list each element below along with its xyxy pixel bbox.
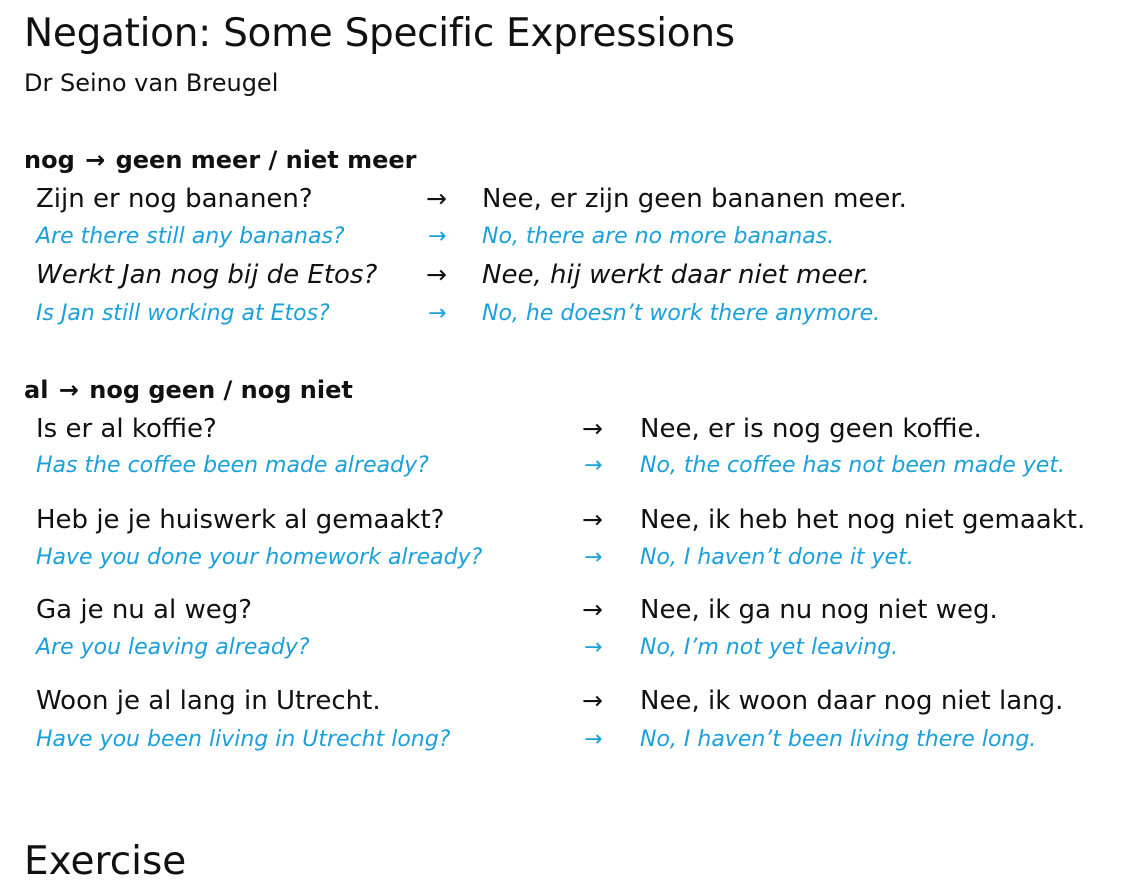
- dutch-answer: Nee, ik ga nu nog niet weg.: [640, 595, 998, 625]
- arrow-icon: →: [584, 453, 603, 478]
- dutch-question: Zijn er nog bananen?: [36, 184, 313, 214]
- english-answer: No, I haven’t been living there long.: [640, 727, 1037, 752]
- heading-from: nog: [24, 146, 75, 174]
- dutch-question: Ga je nu al weg?: [36, 595, 253, 625]
- dutch-answer: Nee, er zijn geen bananen meer.: [482, 184, 907, 214]
- arrow-icon: →: [428, 224, 447, 249]
- english-question: Have you been living in Utrecht long?: [36, 727, 451, 752]
- section-heading-nog: [24, 143, 416, 177]
- section-heading-al: [24, 373, 353, 407]
- arrow-icon: →: [58, 376, 79, 404]
- english-answer: No, I’m not yet leaving.: [640, 635, 899, 660]
- english-question: Have you done your homework already?: [36, 545, 483, 570]
- english-question: Has the coffee been made already?: [36, 453, 429, 478]
- english-answer: No, there are no more bananas.: [482, 224, 835, 249]
- english-answer: No, I haven’t done it yet.: [640, 545, 914, 570]
- dutch-answer: Nee, ik woon daar nog niet lang.: [640, 686, 1064, 716]
- heading-to: nog geen / nog niet: [89, 376, 353, 404]
- author-line: Dr Seino van Breugel: [24, 69, 279, 97]
- dutch-question: Woon je al lang in Utrecht.: [36, 686, 381, 716]
- page-title: Negation: Some Specific Expressions: [24, 11, 735, 56]
- english-question: Are you leaving already?: [36, 635, 310, 660]
- arrow-icon: →: [426, 260, 447, 289]
- dutch-question: Is er al koffie?: [36, 414, 217, 444]
- arrow-icon: →: [582, 686, 603, 715]
- arrow-icon: →: [584, 545, 603, 570]
- arrow-icon: →: [582, 505, 603, 534]
- heading-from: al: [24, 376, 49, 404]
- heading-to: geen meer / niet meer: [115, 146, 417, 174]
- arrow-icon: →: [426, 184, 447, 213]
- arrow-icon: →: [85, 146, 106, 174]
- english-question: Are there still any bananas?: [36, 224, 345, 249]
- arrow-icon: →: [584, 635, 603, 660]
- english-answer: No, he doesn’t work there anymore.: [482, 301, 881, 326]
- exercise-heading: Exercise: [24, 839, 187, 884]
- english-answer: No, the coffee has not been made yet.: [640, 453, 1065, 478]
- dutch-question: Werkt Jan nog bij de Etos?: [36, 260, 378, 290]
- arrow-icon: →: [428, 301, 447, 326]
- arrow-icon: →: [582, 595, 603, 624]
- arrow-icon: →: [584, 727, 603, 752]
- dutch-answer: Nee, hij werkt daar niet meer.: [482, 260, 870, 290]
- english-question: Is Jan still working at Etos?: [36, 301, 330, 326]
- arrow-icon: →: [582, 414, 603, 443]
- dutch-question: Heb je je huiswerk al gemaakt?: [36, 505, 445, 535]
- dutch-answer: Nee, er is nog geen koffie.: [640, 414, 982, 444]
- dutch-answer: Nee, ik heb het nog niet gemaakt.: [640, 505, 1086, 535]
